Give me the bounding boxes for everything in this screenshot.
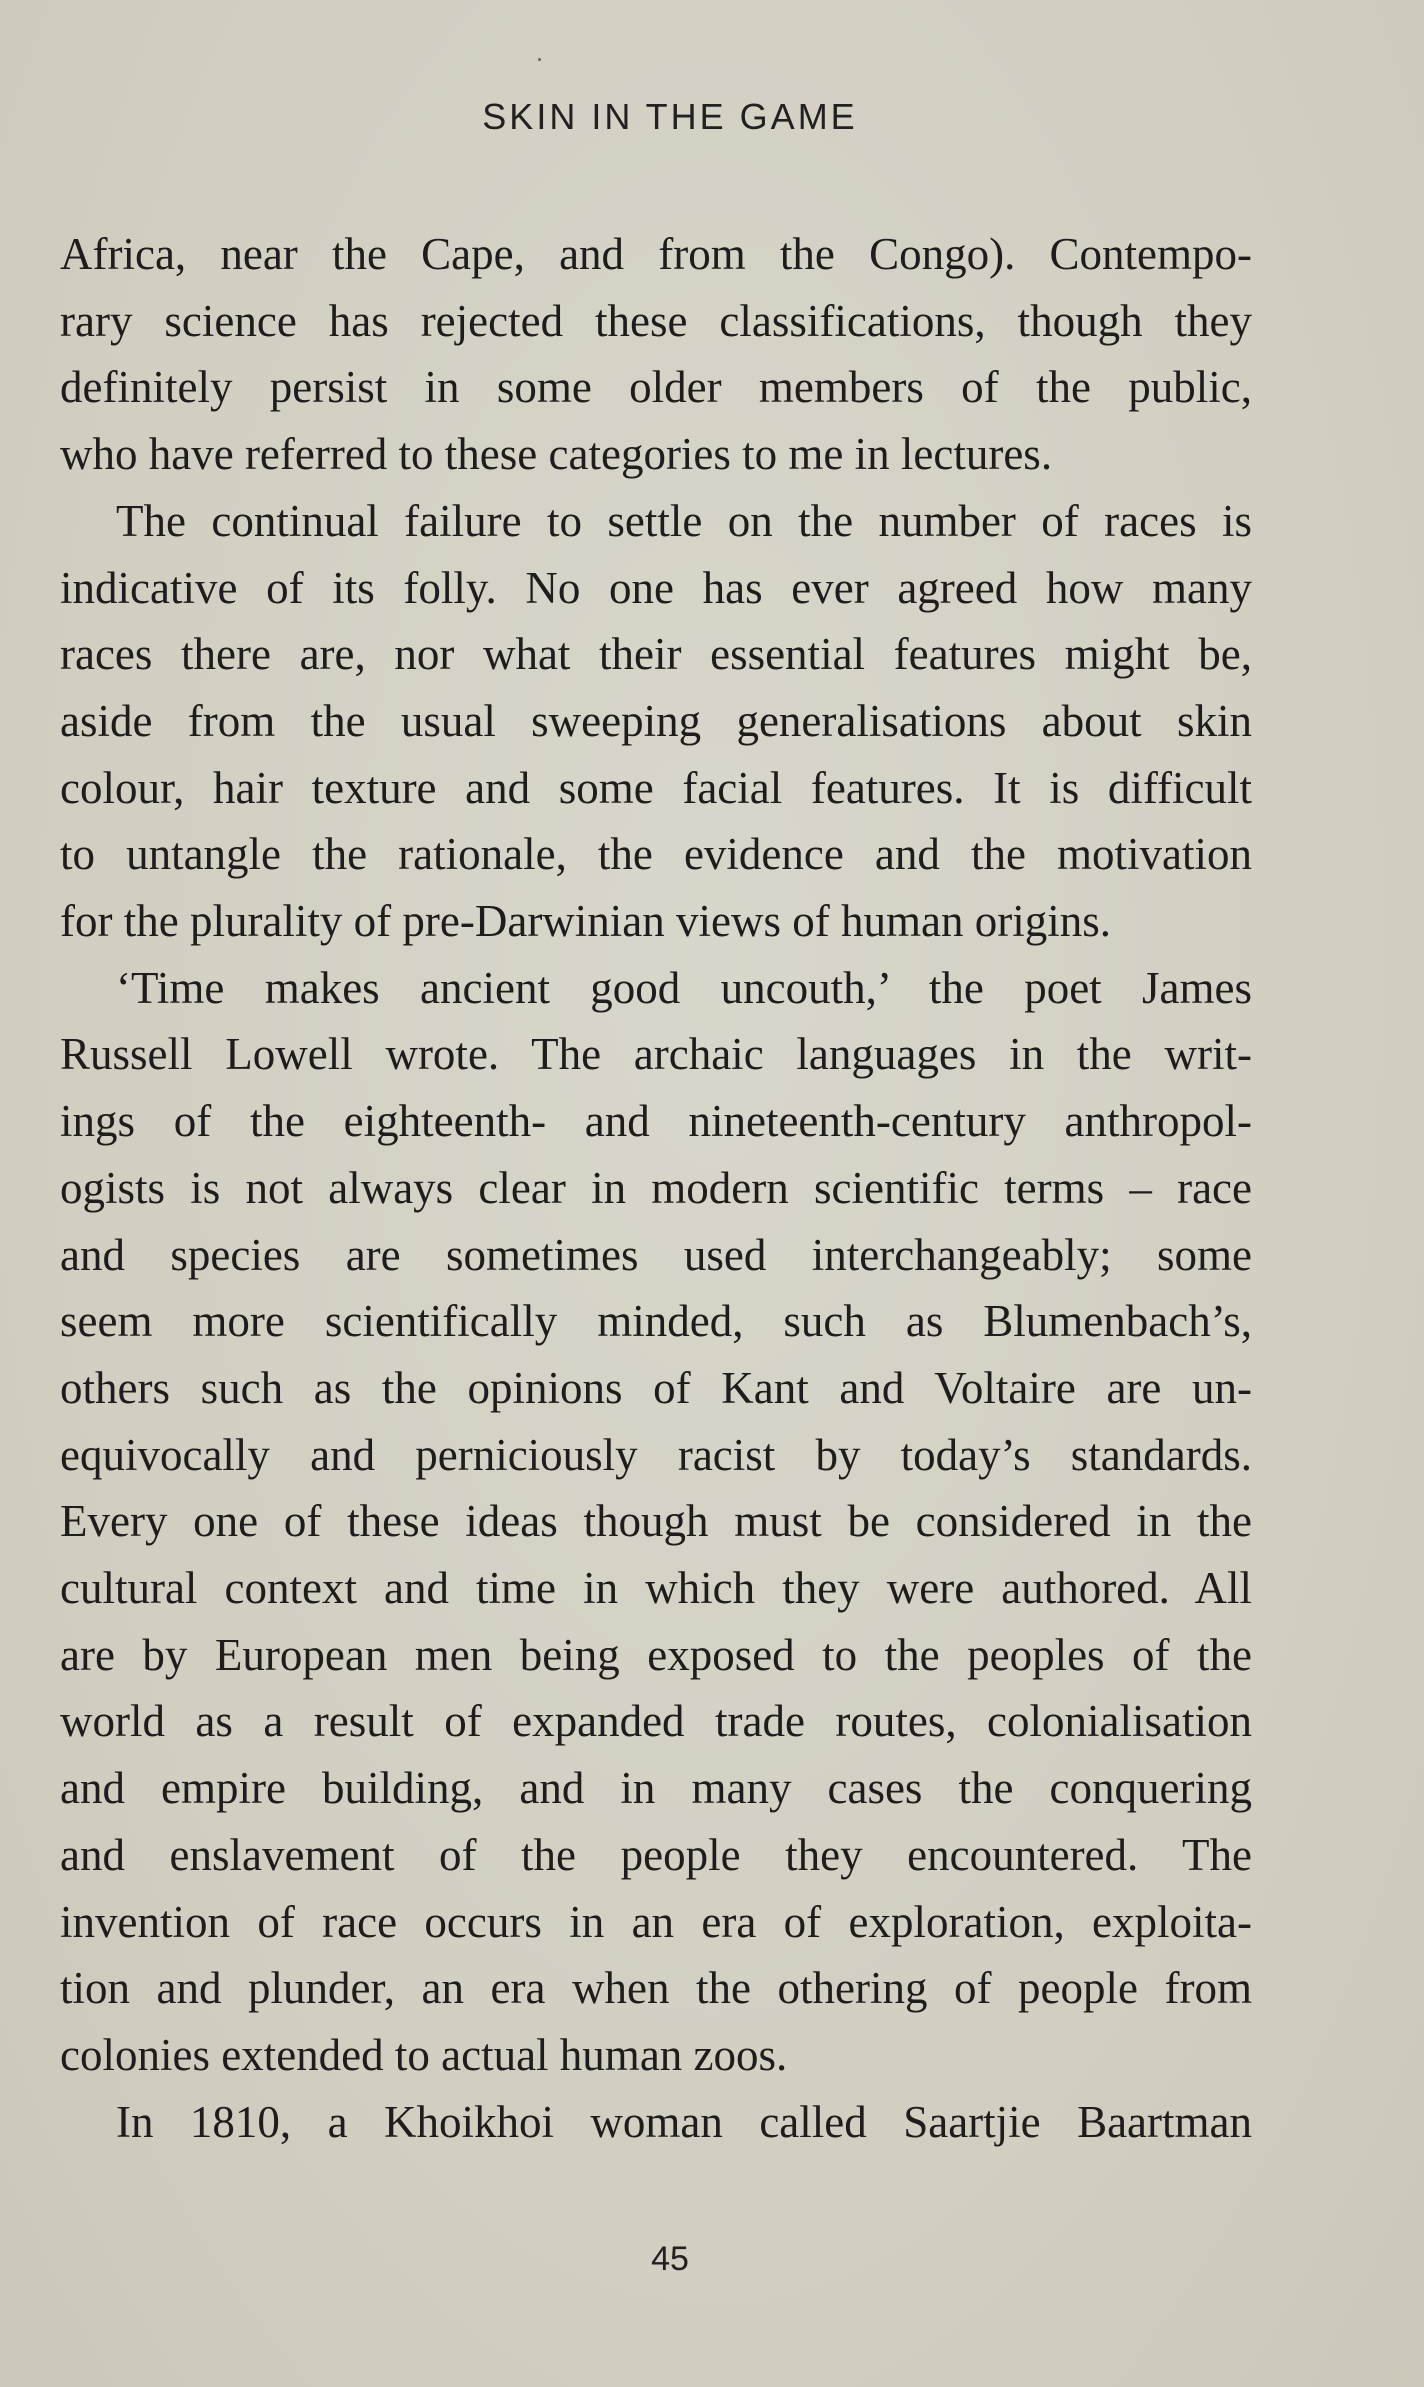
text-line: ogists is not always clear in modern scientific terms – race bbox=[60, 1162, 1252, 1213]
text-line: cultural context and time in which they were authored. All bbox=[60, 1563, 1252, 1614]
text-line: In 1810, a Khoikhoi woman called Saartjie Baartman bbox=[116, 2096, 1252, 2147]
text-line: colonies extended to actual human zoos. bbox=[60, 2029, 788, 2080]
text-line: The continual failure to settle on the number of races is bbox=[116, 495, 1252, 546]
text-line: and species are sometimes used interchangeably; some bbox=[60, 1229, 1252, 1280]
body-text bbox=[60, 221, 1252, 2155]
text-line: races there are, nor what their essential features might be, bbox=[60, 629, 1252, 680]
paragraph bbox=[60, 2089, 1252, 2156]
text-line: definitely persist in some older members of the public, bbox=[60, 362, 1252, 413]
text-line: others such as the opinions of Kant and Voltaire are un- bbox=[60, 1362, 1252, 1413]
page-number: 45 bbox=[651, 2240, 689, 2278]
text-line: Africa, near the Cape, and from the Congo). Contempo- bbox=[60, 229, 1252, 279]
text-line: equivocally and perniciously racist by today’s standards. bbox=[60, 1429, 1252, 1480]
text-line: and empire building, and in many cases the conquering bbox=[60, 1763, 1252, 1814]
text-line: Russell Lowell wrote. The archaic languages in the writ- bbox=[60, 1029, 1252, 1080]
text-line: aside from the usual sweeping generalisations about skin bbox=[60, 695, 1252, 746]
text-line: world as a result of expanded trade routes, colonialisation bbox=[60, 1696, 1252, 1747]
text-line: and enslavement of the people they encountered. The bbox=[60, 1829, 1252, 1880]
text-line: invention of race occurs in an era of exploration, exploita- bbox=[60, 1896, 1252, 1947]
text-line: rary science has rejected these classifications, though they bbox=[60, 295, 1252, 346]
paragraph bbox=[60, 955, 1252, 2089]
text-line: for the plurality of pre-Darwinian views of human origins. bbox=[60, 896, 1111, 947]
paper-speck bbox=[538, 58, 541, 61]
paragraph bbox=[60, 221, 1252, 488]
running-head: SKIN IN THE GAME bbox=[482, 96, 858, 137]
text-line: tion and plunder, an era when the othering of people from bbox=[60, 1963, 1252, 2014]
paragraph bbox=[60, 488, 1252, 955]
text-line: ings of the eighteenth- and nineteenth-century anthropol- bbox=[60, 1096, 1252, 1147]
text-line: colour, hair texture and some facial features. It is difficult bbox=[60, 762, 1252, 813]
text-line: seem more scientifically minded, such as Blumenbach’s, bbox=[60, 1296, 1252, 1347]
text-line: who have referred to these categories to me in lectures. bbox=[60, 429, 1053, 480]
text-line: Every one of these ideas though must be considered in the bbox=[60, 1496, 1252, 1547]
text-line: are by European men being exposed to the peoples of the bbox=[60, 1629, 1252, 1680]
text-line: to untangle the rationale, the evidence and the motivation bbox=[60, 829, 1252, 880]
text-line: ‘Time makes ancient good uncouth,’ the poet James bbox=[116, 962, 1252, 1013]
text-line: indicative of its folly. No one has ever agreed how many bbox=[60, 562, 1252, 613]
